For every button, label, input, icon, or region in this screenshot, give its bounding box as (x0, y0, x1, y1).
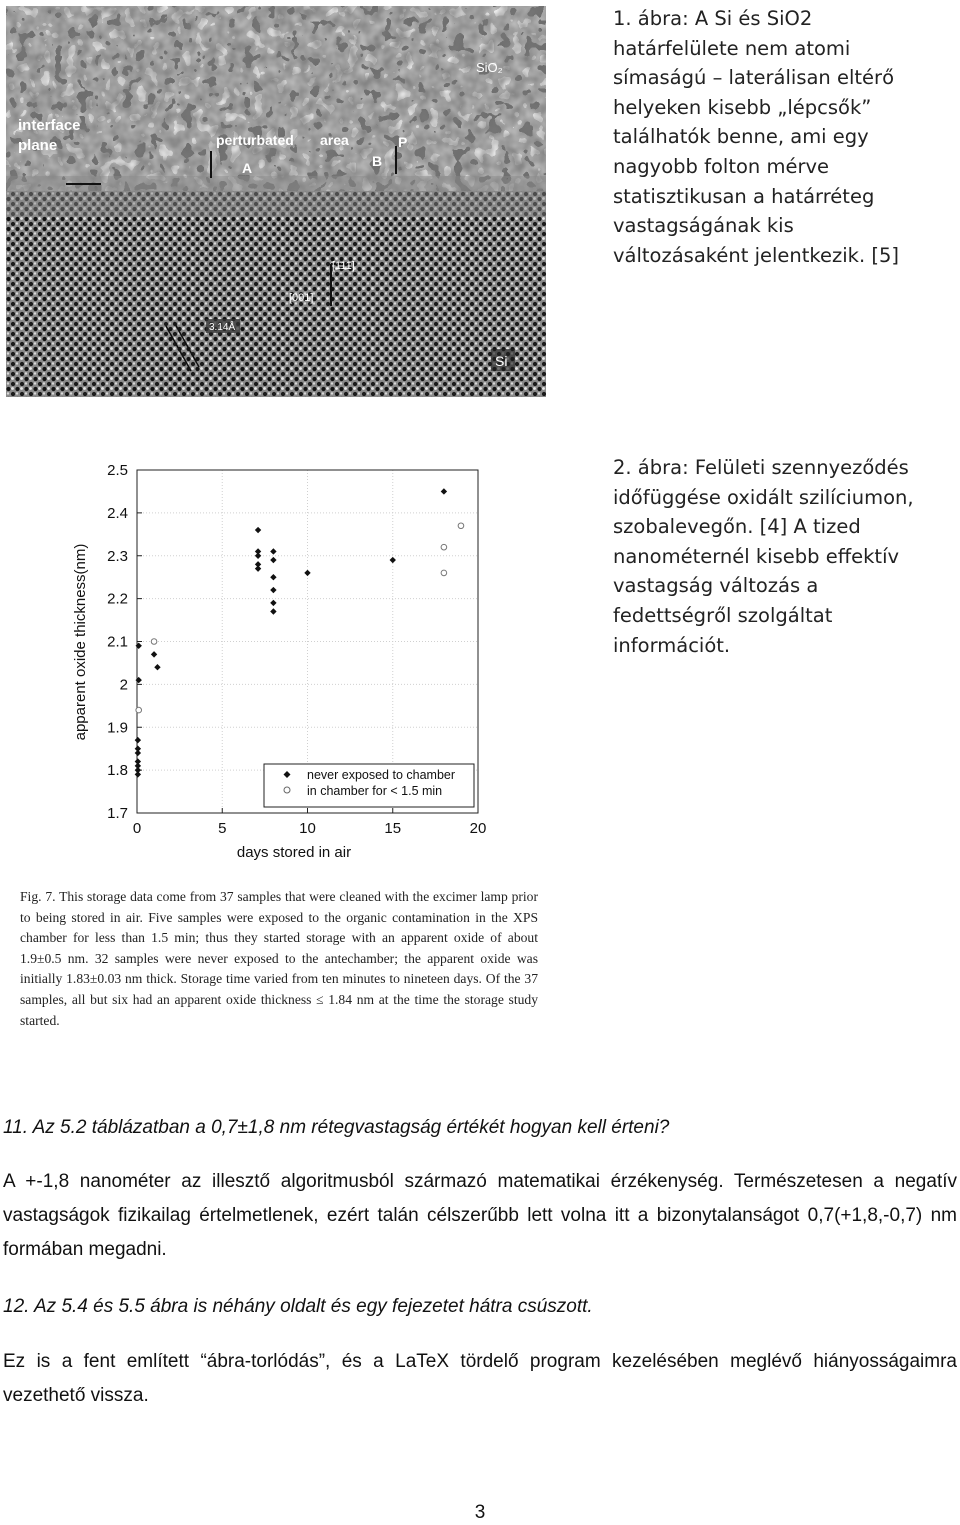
point-p-label: P (398, 134, 408, 150)
data-point-never-exposed (304, 570, 310, 576)
answer-12: Ez is a fent említett “ábra-torlódás”, és a LaTeX tördelő program kezelésében meglévő hiányosságaimra vezethető vissza. (3, 1351, 957, 1406)
tem-micrograph-image (6, 6, 546, 397)
data-point-never-exposed (255, 527, 261, 533)
fig7-caption: Fig. 7. This storage data come from 37 samples that were cleaned with the excimer lamp prior to being stored in air. Five samples were exposed to the organic contamination in the XPS chamber for less than 1.5 min; thus they started storage with an apparent oxide of about 1.9±0.5 nm. 32 samples were never exposed to the antechamber; the apparent oxide was initially 1.83±0.03 nm thick. Storage time varied from ten minutes to nineteen days. Of the 37 samples, all but six had an apparent oxide thickness ≤ 1.84 nm at the time the storage study started. (20, 889, 538, 1028)
data-point-in-chamber (441, 544, 447, 550)
figure1-caption: 1. ábra: A Si és SiO2 határfelülete nem atomi símaságú – laterálisan eltérő helyeken kisebb „lépcsők” találhatók benne, ami egy nagyobb folton mérve statisztikusan a határréteg vastagságának kis változásaként jelentkezik. [5] (613, 7, 899, 267)
question-12: 12. Az 5.4 és 5.5 ábra is néhány oldalt és egy fejezetet hátra csúszott. (3, 1296, 593, 1317)
legend-label-in-chamber: in chamber for < 1.5 min (307, 784, 443, 798)
perturbated-label: perturbated (216, 132, 294, 148)
sio2-label: SiO₂ (476, 60, 503, 75)
tem-micrograph (6, 6, 546, 397)
plane-label: plane (18, 137, 58, 154)
oxide-thickness-chart (60, 455, 500, 870)
legend-open-circle-marker (284, 787, 290, 793)
data-point-never-exposed (270, 574, 276, 580)
area-label: area (320, 132, 349, 148)
y-tick-label: 2.2 (107, 590, 128, 608)
x-tick-label: 5 (218, 820, 227, 837)
data-point-never-exposed (136, 643, 142, 649)
data-point-never-exposed (151, 651, 157, 657)
data-point-never-exposed (255, 553, 261, 559)
page-number: 3 (474, 1502, 486, 1523)
data-point-never-exposed (136, 677, 142, 683)
data-point-in-chamber (458, 523, 464, 529)
data-point-never-exposed (441, 488, 447, 494)
point-b-label: B (372, 153, 383, 169)
x-tick-label: 15 (384, 820, 402, 837)
x-axis-label: days stored in air (236, 844, 352, 861)
data-point-in-chamber (441, 570, 447, 576)
chart-legend (264, 764, 474, 807)
data-point-never-exposed (135, 745, 141, 751)
y-tick-label: 1.8 (107, 762, 128, 780)
lattice-spacing-label: 3.14Å (209, 322, 236, 333)
y-tick-label: 1.9 (107, 719, 128, 737)
y-tick-label: 2.4 (107, 504, 128, 522)
x-tick-label: 20 (469, 820, 487, 837)
data-point-never-exposed (270, 600, 276, 606)
y-tick-label: 2 (119, 676, 128, 694)
y-tick-label: 1.7 (107, 805, 128, 822)
oxide-thickness-chart-svg (60, 455, 500, 870)
data-point-never-exposed (390, 557, 396, 563)
x-tick-label: 10 (299, 820, 316, 837)
data-point-never-exposed (270, 557, 276, 563)
point-a-label: A (242, 160, 253, 176)
answer-11: A +-1,8 nanométer az illesztő algoritmusból származó matematikai érzékenység. Természetesen a negatív vastagságok fizikailag értelmetlenek, ezért talán célszerűbb lett volna itt a bizonytalanságot 0,7(+1,8,-0,7) nm formában megadni. (3, 1171, 957, 1260)
y-axis-label: apparent oxide thickness(nm) (72, 543, 89, 741)
miller-001-label: [001] (289, 292, 314, 304)
miller-111-label: [111] (332, 260, 355, 272)
data-point-never-exposed (270, 587, 276, 593)
y-tick-label: 2.3 (107, 547, 128, 565)
x-tick-label: 0 (132, 820, 142, 837)
data-point-in-chamber (136, 707, 142, 713)
data-point-never-exposed (270, 548, 276, 554)
data-point-never-exposed (135, 737, 141, 743)
data-point-in-chamber (151, 639, 157, 645)
si-label: Si (495, 353, 508, 369)
data-point-never-exposed (154, 664, 160, 670)
y-tick-label: 2.5 (107, 462, 128, 479)
legend-label-never-exposed: never exposed to chamber (307, 768, 456, 782)
figure2-caption: 2. ábra: Felületi szennyeződés időfüggése oxidált szilíciumon, szobalevegőn. [4] A tized nanométernél kisebb effektív vastagság változás a fedettségről szolgáltat információt. (613, 456, 914, 657)
y-tick-label: 2.1 (107, 633, 128, 651)
data-point-never-exposed (255, 565, 261, 571)
data-point-never-exposed (270, 608, 276, 614)
data-point-never-exposed (135, 758, 141, 764)
question-11: 11. Az 5.2 táblázatban a 0,7±1,8 nm rétegvastagság értékét hogyan kell érteni? (3, 1117, 670, 1138)
interface-label: interface (18, 117, 81, 134)
